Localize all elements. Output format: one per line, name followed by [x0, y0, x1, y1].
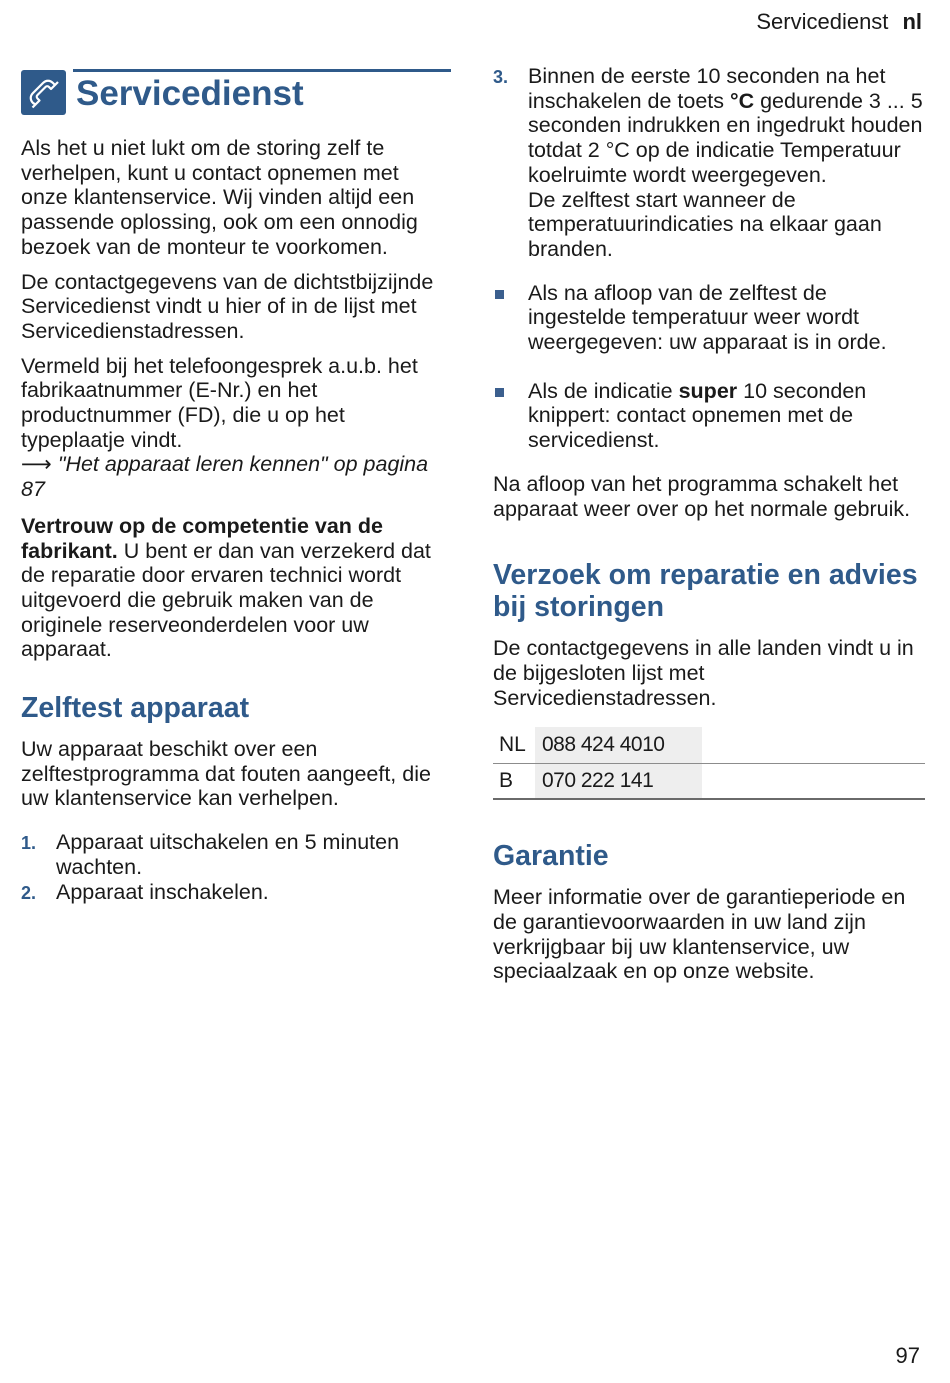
- step-1: [21, 830, 451, 879]
- intro-paragraph-1: Als het u niet lukt om de storing zelf te verhelpen, kunt u contact opnemen met onze klantenservice. Wij vinden altijd een passende oplossing, ook om een onnodig bezoek van de monteur te voorkomen.: [21, 136, 418, 259]
- result-fail-text-b: 10 seconden knippert: contact opnemen met de servicedienst.: [528, 378, 867, 453]
- call-info-paragraph: [21, 354, 451, 502]
- running-head-section: Servicedienst: [756, 9, 889, 34]
- step-2: [21, 880, 451, 905]
- repair-text: De contactgegevens in alle landen vindt u in de bijgesloten lijst met Servicedienstadressen.: [493, 636, 914, 710]
- phone-number: 088 424 4010: [535, 727, 702, 763]
- step-3-number: 3.: [493, 67, 509, 87]
- selftest-steps: [21, 830, 451, 904]
- step-2-text: Apparaat inschakelen.: [56, 879, 269, 904]
- selftest-outro: Na afloop van het programma schakelt het apparaat weer over op het normale gebruik.: [493, 471, 911, 521]
- bullet-square-icon: [495, 290, 504, 299]
- contact-table: [493, 727, 925, 800]
- step-3-text-b: gedurende 3 ... 5 seconden indrukken en ingedrukt houden totdat 2 °C op de indicatie Temperatuur koelruimte wordt weergegeven.: [528, 88, 923, 187]
- phone-number: 070 222 141: [535, 763, 702, 799]
- trust-text: U bent er dan van verzekerd dat de reparatie door ervaren technici wordt uitgevoerd die gebruik maken van de originele reserveonderdelen voor uw apparaat.: [21, 538, 431, 662]
- running-head: [756, 9, 922, 35]
- country-code: B: [493, 763, 535, 799]
- step-3: [493, 64, 925, 262]
- table-row: [493, 727, 925, 763]
- call-info-text: Vermeld bij het telefoongesprek a.u.b. het fabrikaatnummer (E-Nr.) en het productnummer (FD), die u op het typeplaatje vindt.: [21, 353, 418, 452]
- country-code: NL: [493, 727, 535, 763]
- result-ok-text: Als na afloop van de zelftest de ingestelde temperatuur weer wordt weergegeven: uw apparaat is in orde.: [528, 280, 887, 355]
- trust-paragraph: [21, 514, 451, 662]
- bullet-square-icon: [495, 388, 504, 397]
- step-3-text-c: De zelftest start wanneer de temperatuurindicaties na elkaar gaan branden.: [528, 187, 882, 261]
- selftest-heading: Zelftest apparaat: [21, 692, 250, 725]
- selftest-steps-continued: [493, 64, 925, 262]
- result-ok: [493, 281, 925, 355]
- step-3-text-a: Binnen de eerste 10 seconden na het inschakelen de toets: [528, 64, 886, 113]
- step-1-number: 1.: [21, 833, 37, 854]
- repair-heading: Verzoek om reparatie en advies bij storingen: [493, 559, 918, 624]
- intro-paragraph-2: De contactgegevens van de dichtstbijzijnde Servicedienst vindt u hier of in de lijst met Servicedienstadressen.: [21, 269, 434, 343]
- page-title: Servicedienst: [76, 74, 304, 113]
- warranty-heading: Garantie: [493, 840, 609, 873]
- running-head-language: nl: [902, 9, 922, 34]
- warranty-text: Meer informatie over de garantieperiode en de garantievoorwaarden in uw land zijn verkrijgbaar bij uw klantenservice, uw speciaalzaak en op onze website.: [493, 885, 906, 984]
- table-row: [493, 763, 925, 799]
- selftest-results: [493, 281, 925, 453]
- step-1-text: Apparaat uitschakelen en 5 minuten wachten.: [56, 830, 400, 879]
- super-indicator: super: [678, 378, 738, 403]
- selftest-intro: Uw apparaat beschikt over een zelftestprogramma dat fouten aangeeft, die uw klantenservice kan verhelpen.: [21, 737, 431, 811]
- result-fail: [493, 379, 925, 453]
- left-column: [21, 62, 451, 904]
- trust-bold: Vertrouw op de competentie van de fabrikant.: [21, 513, 383, 563]
- step-2-number: 2.: [21, 882, 37, 903]
- celsius-key: °C: [730, 88, 755, 113]
- intro-block: [21, 136, 451, 662]
- arrow-icon: ⟶: [21, 452, 52, 477]
- right-column: [493, 64, 925, 984]
- section-heading: [21, 62, 451, 112]
- page-number: 97: [895, 1343, 920, 1368]
- result-fail-text-a: Als de indicatie: [528, 378, 679, 403]
- page-reference-link[interactable]: "Het apparaat leren kennen" op pagina 87: [21, 452, 429, 502]
- phone-handset-icon: [21, 70, 66, 115]
